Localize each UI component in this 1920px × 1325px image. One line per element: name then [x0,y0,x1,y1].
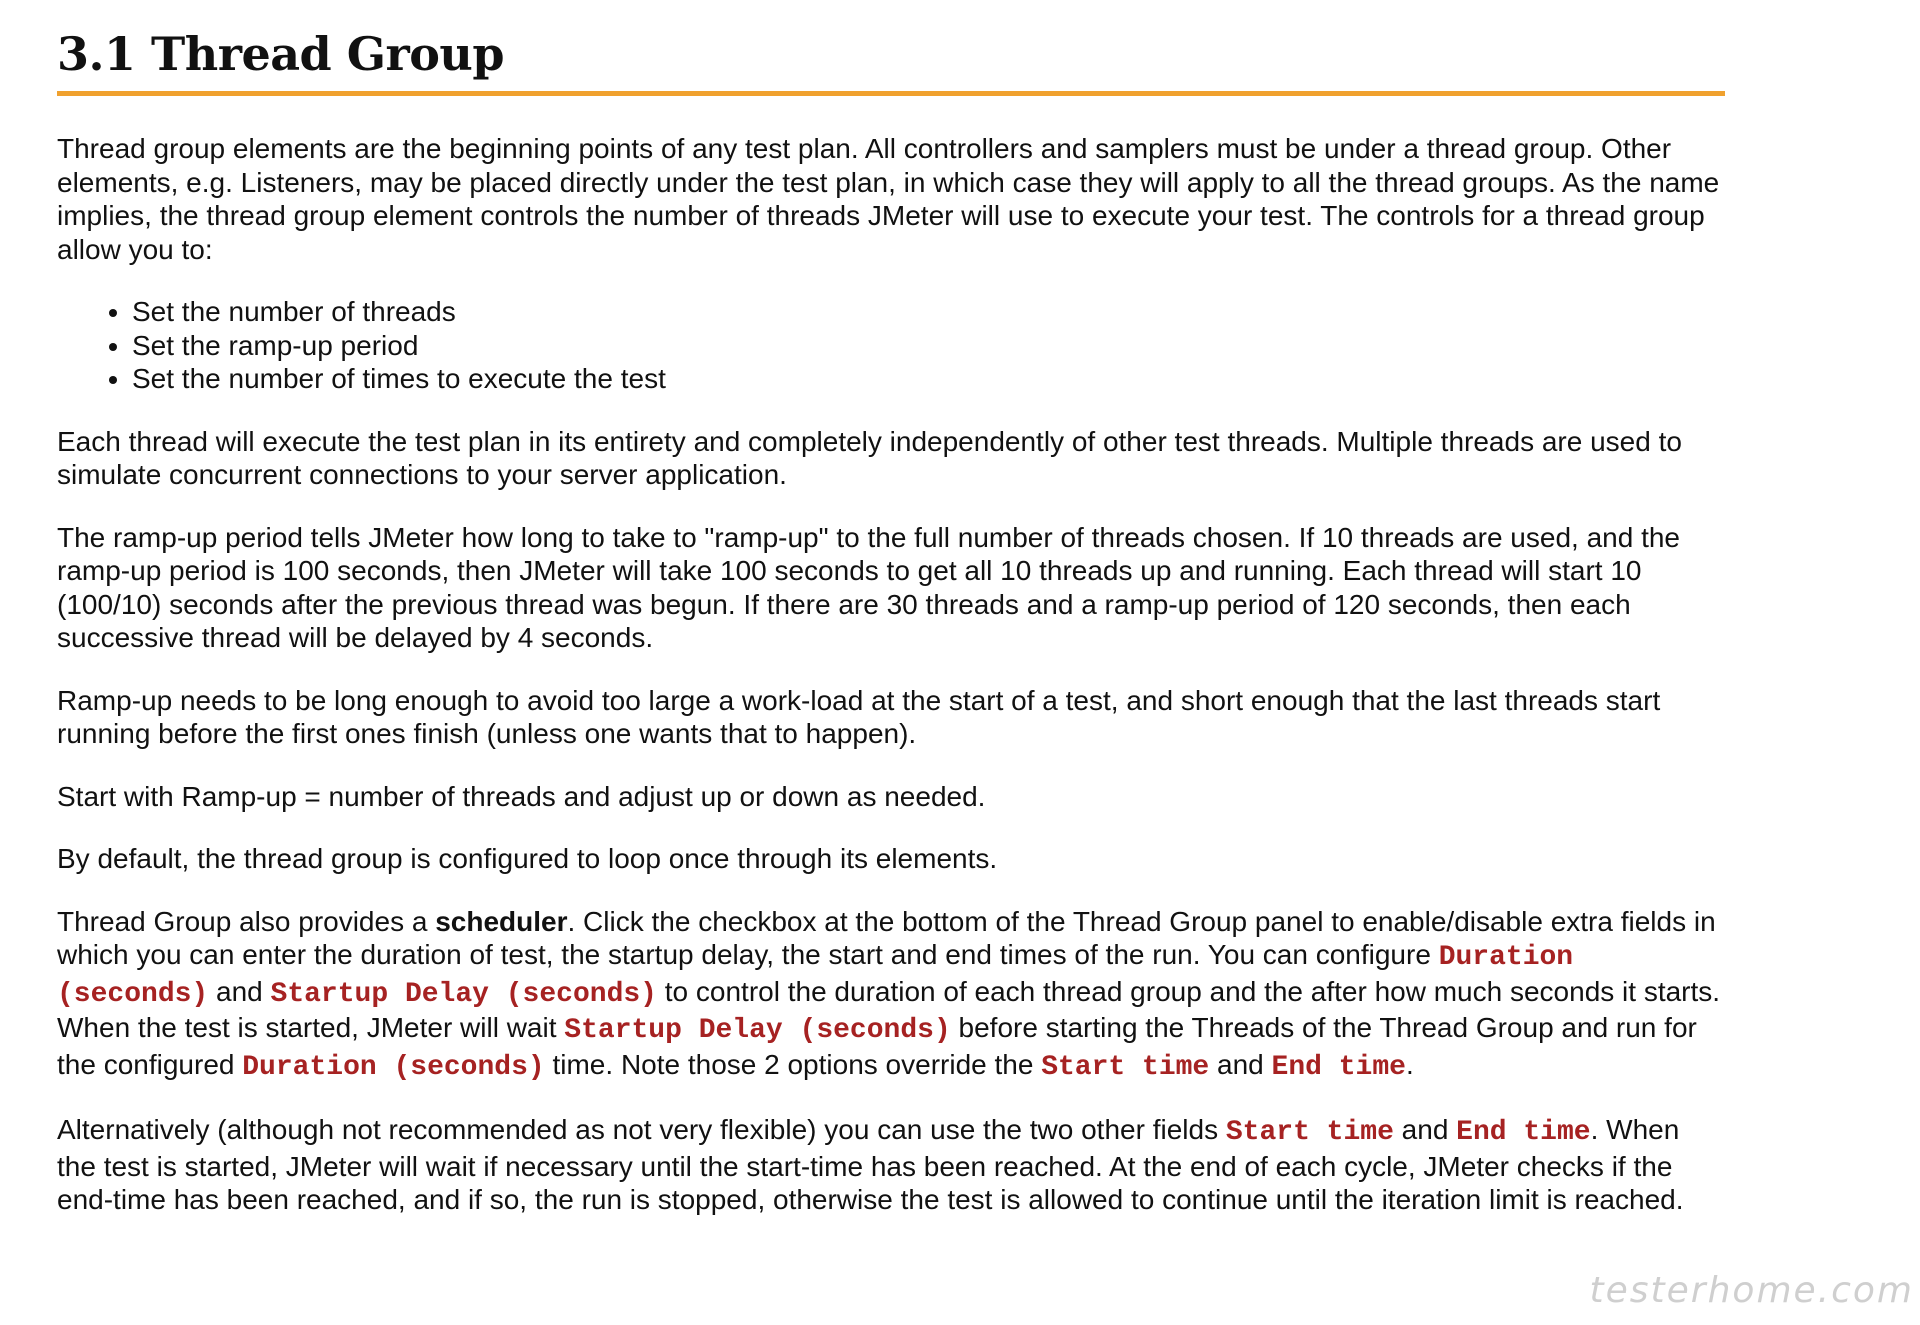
text-span: and [208,975,271,1007]
text-span: . When the test is started, JMeter will wait if necessary until the start-time has been reached. At the end of each cycle, JMeter checks if the end-time has been reached, and if so, the run is stopped, otherwise the test is allowed to continue until the iteration limit is reached. [57,1114,1684,1215]
document-body [57,20,1725,1217]
code-start-time: Start time [1041,1051,1210,1083]
threads-paragraph: Each thread will execute the test plan in its entirety and completely independently of other test threads. Multiple threads are used to simulate concurrent connections to your server application. [57,425,1682,490]
text-span: to control the duration of each thread group and the after how much seconds it starts. When the test is started, JMeter will wait [57,975,1721,1043]
code-startup-delay: Startup Delay (seconds) [564,1015,951,1046]
text-span: Thread Group also provides a [57,905,436,937]
text-span: . Click the checkbox at the bottom of the Thread Group panel to enable/disable extra fields in which you can enter the duration of test, the startup delay, the start and end times of the run. You can configure [57,905,1716,970]
watermark: testerhome.com [1589,1270,1914,1311]
code-duration: Duration (seconds) [242,1051,545,1083]
code-startup-delay: Startup Delay (seconds) [270,978,657,1010]
scheduler-paragraph [57,905,1725,1085]
code-end-time: End time [1456,1117,1591,1148]
loop-paragraph: By default, the thread group is configured to loop once through its elements. [57,843,998,874]
ramp-up-length-paragraph: Ramp-up needs to be long enough to avoid too large a work-load at the start of a test, and short enough that the last threads start running before the first ones finish (unless one wants that to happen). [57,684,1661,749]
list-item: • Set the number of threads [132,295,1725,329]
text-span: and [1209,1048,1272,1080]
code-duration: Duration (seconds) [57,942,1574,1010]
intro-paragraph: Thread group elements are the beginning points of any test plan. All controllers and samplers must be under a thread group. Other elements, e.g. Listeners, may be placed directly under the test plan, in which case they will apply to all the thread groups. As the name implies, the thread group element controls the number of threads JMeter will use to execute your test. The controls for a thread group allow you to: [57,133,1720,265]
text-span: Alternatively (although not recommended as not very flexible) you can use the two other fields [57,1114,1226,1145]
code-start-time: Start time [1225,1117,1394,1148]
list-item: • Set the number of times to execute the test [132,362,1725,396]
alternative-paragraph [57,1113,1725,1217]
text-span: and [1393,1114,1457,1145]
text-span: time. Note those 2 options override the [544,1048,1042,1080]
ramp-up-start-paragraph: Start with Ramp-up = number of threads and adjust up or down as needed. [57,780,986,812]
code-end-time: End time [1271,1051,1406,1083]
text-span: . [1405,1048,1414,1080]
list-item: • Set the ramp-up period [132,329,1725,363]
section-heading: 3.1 Thread Group [57,20,1725,96]
controls-list [57,295,1725,396]
scheduler-term: scheduler [435,905,568,937]
text-span: before starting the Threads of the Thread Group and run for the configured [57,1012,1697,1080]
ramp-up-paragraph: The ramp-up period tells JMeter how long to take to "ramp-up" to the full number of threads chosen. If 10 threads are used, and the ramp-up period is 100 seconds, then JMeter will take 100 seconds to get all 10 threads up and running. Each thread will start 10 (100/10) seconds after the previous thread was begun. If there are 30 threads and a ramp-up period of 120 seconds, then each successive thread will be delayed by 4 seconds. [57,521,1681,653]
